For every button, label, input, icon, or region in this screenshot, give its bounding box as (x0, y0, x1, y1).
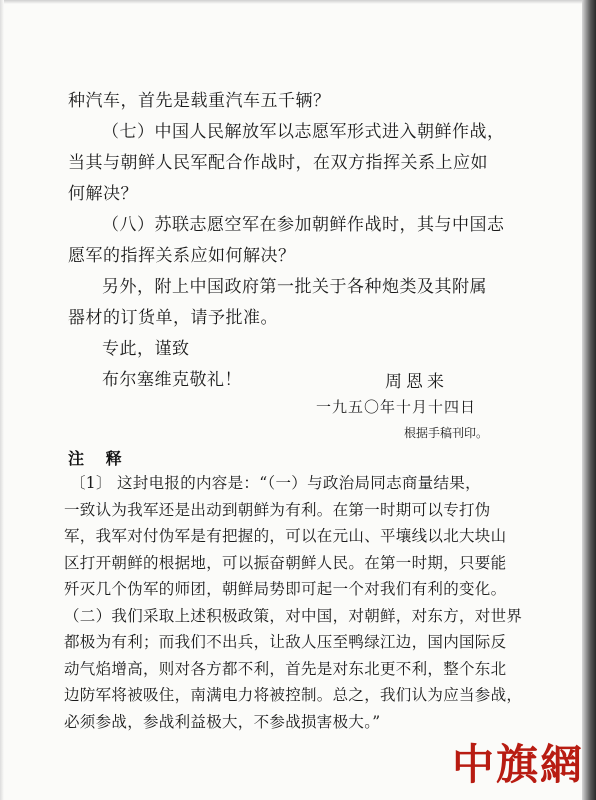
note-line: 边防军将被吸住，南满电力将被控制。总之，我们认为应当参战， (64, 686, 523, 704)
body-line: 器材的订货单，请予批准。 (68, 308, 278, 328)
body-line: 另外，附上中国政府第一批关于各种炮类及其附属 (102, 277, 487, 297)
page-top-shadow (0, 0, 596, 4)
closing-line: 专此，谨致 (102, 339, 190, 359)
note-line: 区打开朝鲜的根据地，可以振奋朝鲜人民。在第一时期，只要能 (64, 553, 507, 572)
page-right-shadow (582, 0, 596, 800)
note-line: 〔1〕 这封电报的内容是：“（一）与政治局同志商量结果， (70, 474, 481, 492)
body-line: 种汽车，首先是载重汽车五千辆？ (68, 91, 331, 111)
notes-heading: 注 释 (68, 449, 130, 468)
body-line: 当其与朝鲜人民军配合作战时，在双方指挥关系上应如 (68, 153, 488, 173)
note-line: 歼灭几个伪军的师团，朝鲜局势即可起一个对我们有利的变化。 (64, 580, 507, 598)
note-line: （二）我们采取上述积极政策，对中国，对朝鲜，对东方，对世界 (64, 606, 523, 625)
note-line: 一致认为我军还是出动到朝鲜为有利。在第一时期可以专打伪 (64, 500, 491, 519)
note-line: 军，我军对付伪军是有把握的，可以在元山、平壤线以北大块山 (64, 527, 507, 545)
body-line: （七）中国人民解放军以志愿军形式进入朝鲜作战， (102, 122, 505, 142)
page-left-shadow (0, 0, 4, 800)
body-line: （八）苏联志愿空军在参加朝鲜作战时，其与中国志 (102, 215, 505, 235)
body-line: 愿军的指挥关系应如何解决？ (68, 246, 296, 266)
telegram-body (68, 86, 520, 396)
source-note: 根据手稿刊印。 (404, 426, 489, 440)
note-line: 都极为有利；而我们不出兵，让敌人压至鸭绿江边，国内国际反 (64, 633, 507, 651)
site-watermark-logo: 中旗網 (452, 740, 585, 789)
salutation-line: 布尔塞维克敬礼！ (102, 370, 242, 390)
body-line: 何解决？ (68, 184, 138, 204)
notes-body (64, 470, 524, 735)
signature-name: 周恩来 (385, 372, 448, 392)
note-line: 必须参战，参战利益极大，不参战损害极大。” (64, 712, 381, 731)
signature-date: 一九五〇年十月十四日 (316, 398, 477, 416)
note-line: 动气焰增高，则对各方都不利，首先是对东北更不利，整个东北 (64, 659, 507, 678)
